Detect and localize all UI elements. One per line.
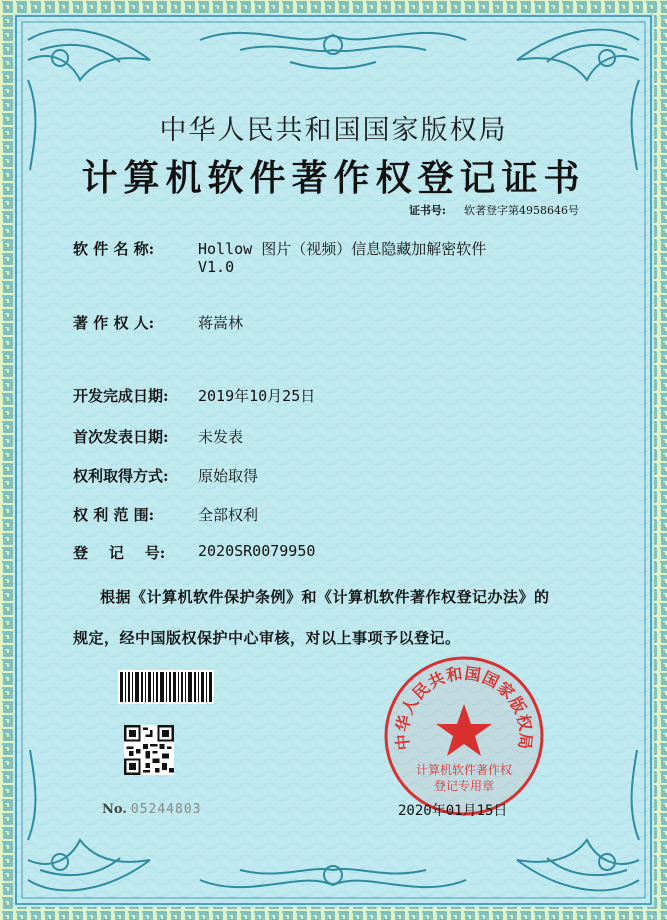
issuer-title: 中华人民共和国国家版权局 xyxy=(159,115,508,146)
top-center-ornament xyxy=(200,33,466,69)
field-completion-date xyxy=(73,385,316,406)
certificate-number-label: 证书号: xyxy=(408,204,446,217)
field-label: 开发完成日期: xyxy=(73,387,169,405)
barcode-image xyxy=(118,670,214,704)
top-right-ornament xyxy=(517,30,639,170)
field-label: 权 利 范 围: xyxy=(73,506,155,524)
seal-inner-line-1: 计算机软件著作权 xyxy=(415,763,513,777)
field-value-version: V1.0 xyxy=(198,258,235,276)
bottom-center-ornament xyxy=(200,866,466,887)
field-registration-number xyxy=(73,542,316,563)
issue-date: 2020年01月15日 xyxy=(398,803,508,819)
field-label: 软 件 名 称: xyxy=(73,240,155,258)
field-value: Hollow 图片（视频）信息隐藏加解密软件 xyxy=(198,240,487,258)
serial-value: 05244803 xyxy=(130,802,202,817)
field-acquisition-method xyxy=(73,465,259,486)
field-label: 权利取得方式: xyxy=(73,467,169,485)
seal-ring-text: 中华人民共和国国家版权局 xyxy=(392,663,536,752)
field-value: 全部权利 xyxy=(198,506,259,524)
field-value: 蒋嵩林 xyxy=(198,314,244,332)
serial-prefix: No. xyxy=(102,802,127,817)
field-value: 未发表 xyxy=(198,428,244,446)
certificate-number-value: 软著登字第4958646号 xyxy=(464,204,579,217)
certificate-title: 计算机软件著作权登记证书 xyxy=(81,157,586,199)
field-rights-scope xyxy=(73,504,259,525)
qr-code-image xyxy=(124,725,174,775)
field-value: 2019年10月25日 xyxy=(198,387,316,405)
field-label: 登 记 号: xyxy=(73,544,166,562)
certificate-number xyxy=(409,202,579,218)
body-text-line-2: 规定，经中国版权保护中心审核，对以上事项予以登记。 xyxy=(73,629,461,647)
body-text-line-1: 根据《计算机软件保护条例》和《计算机软件著作权登记办法》的 xyxy=(100,588,550,606)
field-value: 原始取得 xyxy=(198,467,259,485)
field-label: 首次发表日期: xyxy=(73,428,169,446)
seal-inner-line-2: 登记专用章 xyxy=(433,779,495,793)
field-value: 2020SR0079950 xyxy=(198,542,316,560)
top-left-ornament xyxy=(28,30,150,170)
field-label: 著 作 权 人: xyxy=(73,314,155,332)
serial-number xyxy=(102,802,201,817)
field-software-name xyxy=(73,238,487,276)
official-seal xyxy=(382,654,546,818)
field-copyright-owner xyxy=(73,312,244,333)
field-first-publication-date xyxy=(73,426,244,447)
